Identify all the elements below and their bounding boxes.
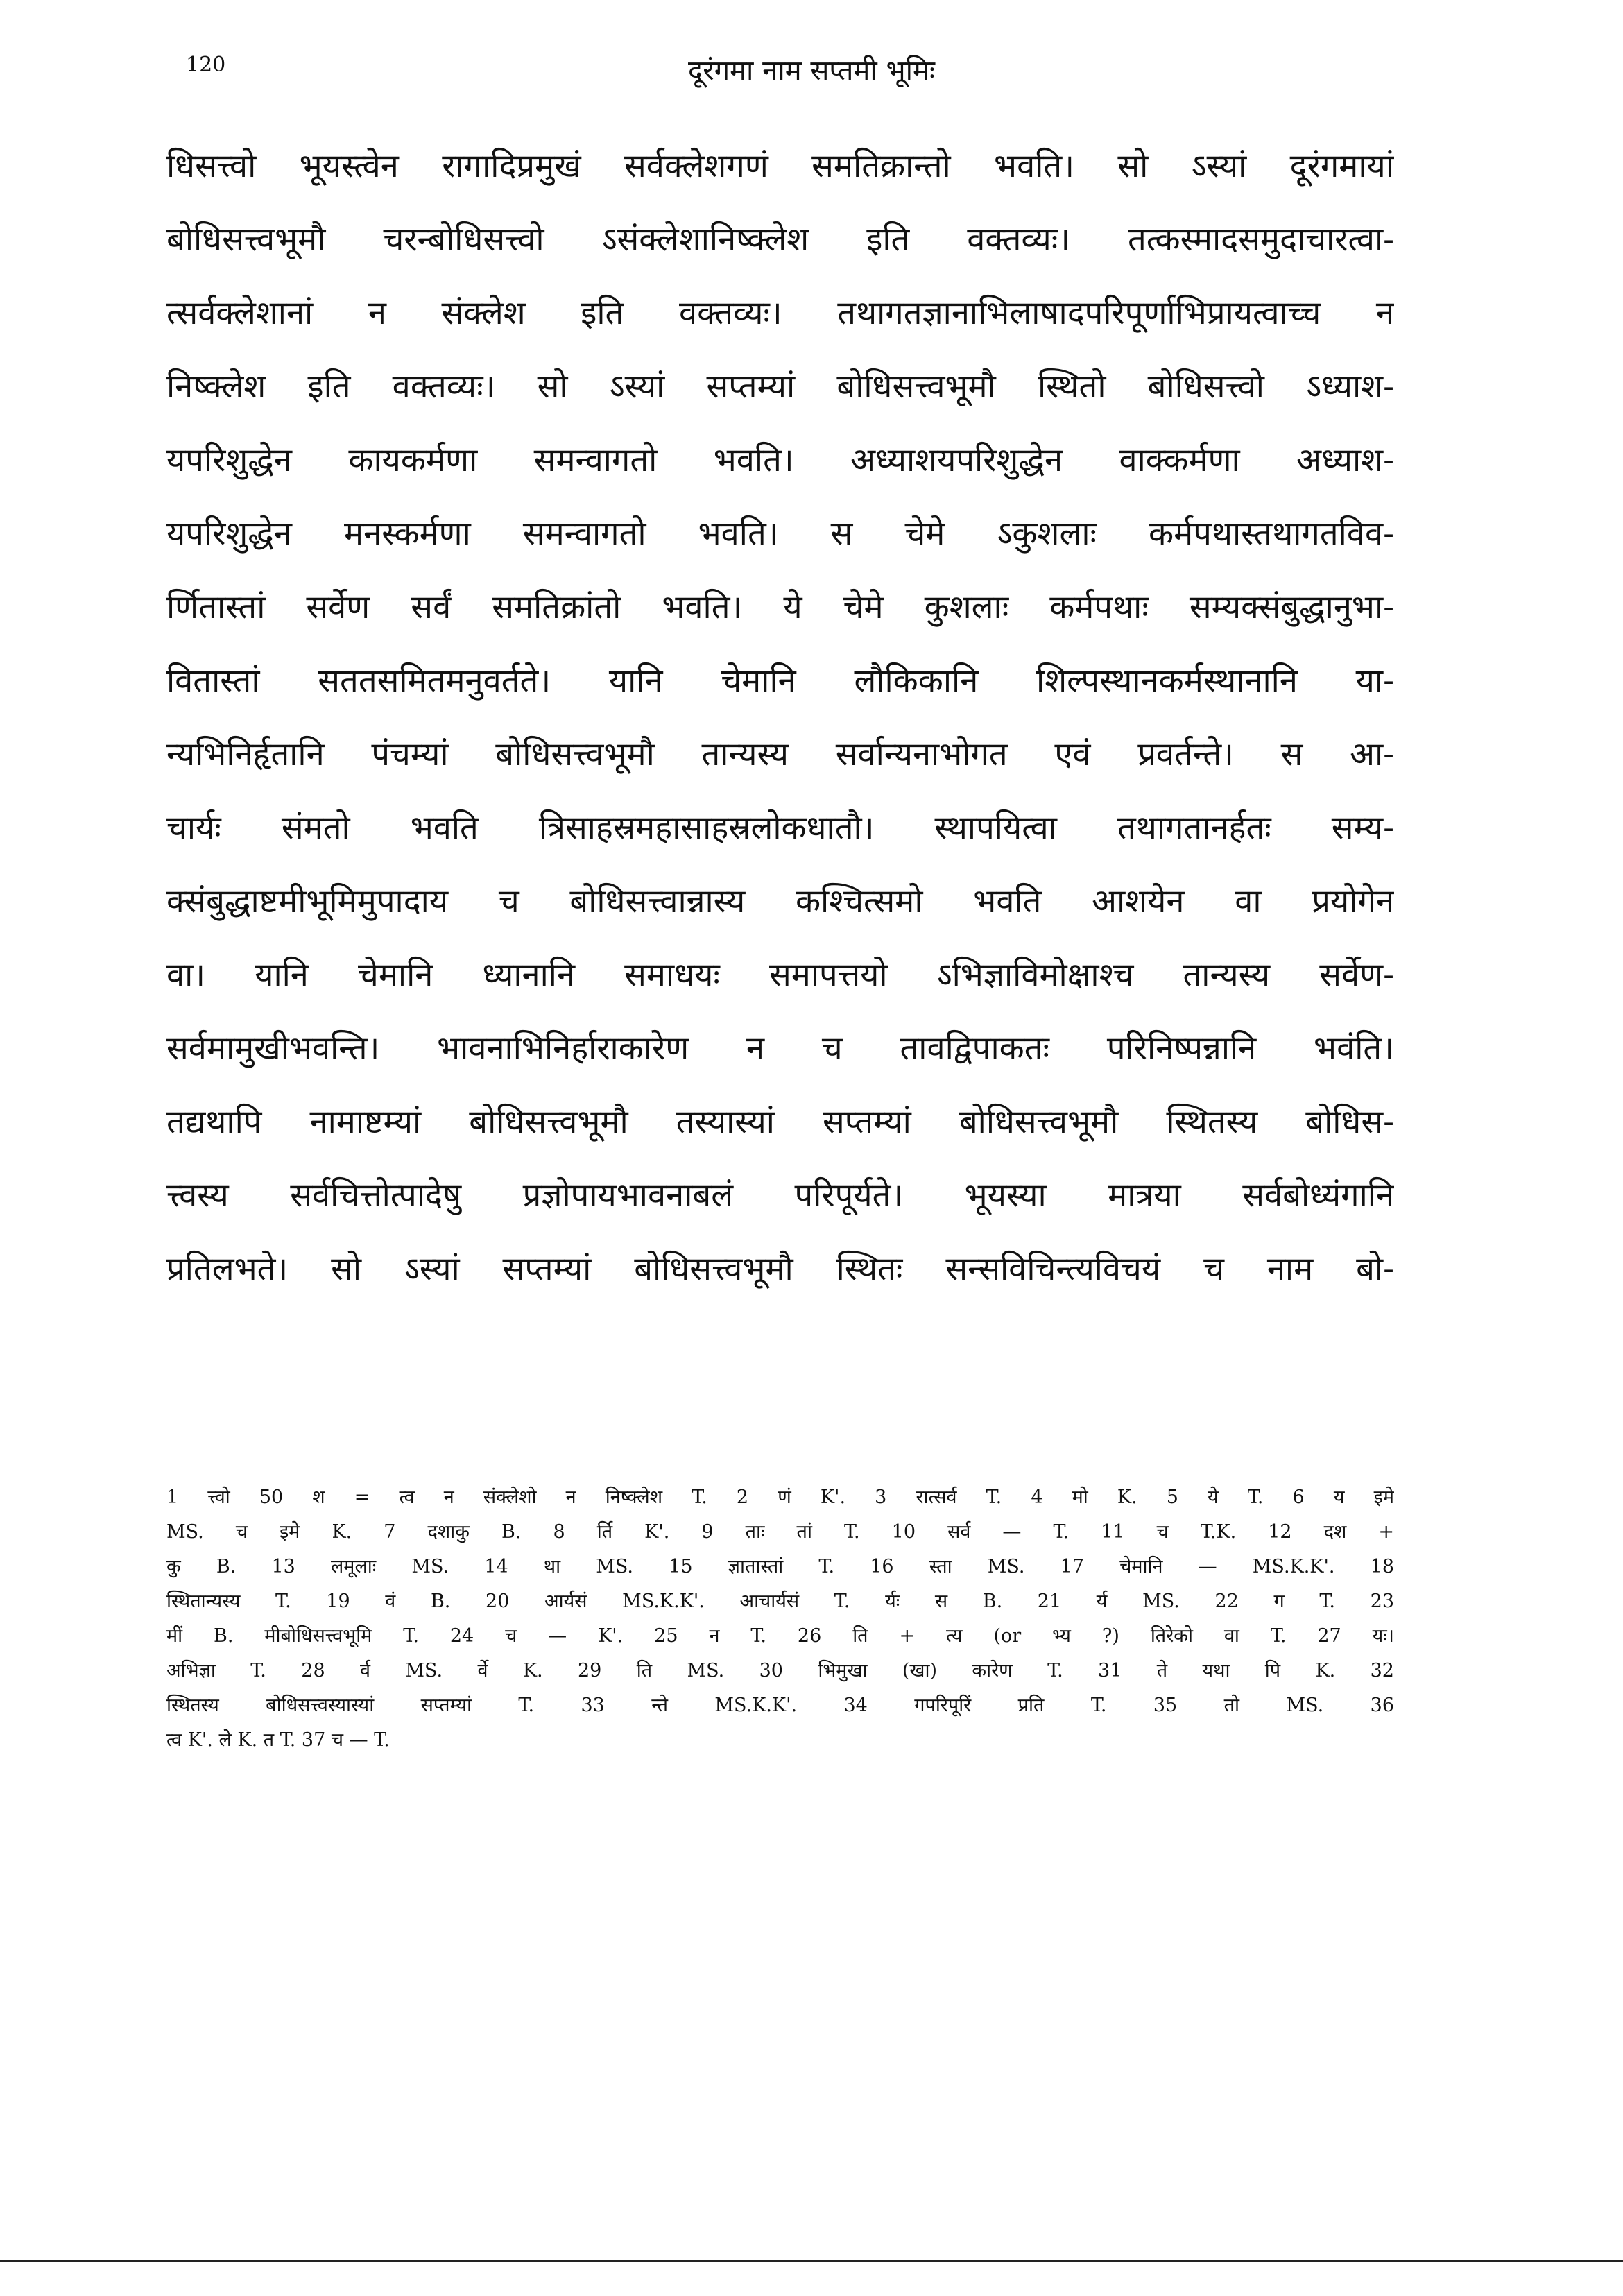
- bottom-rule: [0, 2260, 1623, 2262]
- footnote-line: मीं B. मीबोधिसत्त्वभूमि T. 24 च — K'. 25 न T. 26 ति + त्य (or भ्य ?) तिरेको वा T. 27 यः।: [166, 1625, 1394, 1647]
- body-line: प्रतिलभते। सो ऽस्यां सप्तम्यां बोधिसत्त्वभूमौ स्थितः सन्सविचिन्त्यविचयं च नाम बो-: [166, 1250, 1394, 1288]
- page-number: 120: [186, 53, 226, 77]
- body-line: त्सर्वक्लेशानां न संक्लेश इति वक्तव्यः। तथागतज्ञानाभिलाषादपरिपूर्णाभिप्रायत्वाच्च न: [166, 294, 1394, 332]
- body-line: चार्यः संमतो भवति त्रिसाहस्रमहासाहस्रलोकधातौ। स्थापयित्वा तथागतानर्हतः सम्य-: [166, 809, 1394, 847]
- footnote-line: स्थितान्यस्य T. 19 वं B. 20 आर्यसं MS.K.K'. आचार्यसं T. र्यः स B. 21 र्य MS. 22 ग T. 23: [166, 1591, 1394, 1612]
- body-line: तद्यथापि नामाष्टम्यां बोधिसत्त्वभूमौ तस्यास्यां सप्तम्यां बोधिसत्त्वभूमौ स्थितस्य बोधिस-: [166, 1103, 1394, 1141]
- body-line: त्त्वस्य सर्वचित्तोत्पादेषु प्रज्ञोपायभावनाबलं परिपूर्यते। भूयस्या मात्रया सर्वबोध्यंगानि: [166, 1176, 1394, 1215]
- body-line: न्यभिनिर्हृतानि पंचम्यां बोधिसत्त्वभूमौ तान्यस्य सर्वान्यनाभोगत एवं प्रवर्तन्ते। स आ-: [166, 735, 1394, 773]
- body-line: बोधिसत्त्वभूमौ चरन्बोधिसत्त्वो ऽसंक्लेशानिष्क्लेश इति वक्तव्यः। तत्कस्मादसमुदाचारत्वा-: [166, 221, 1394, 259]
- body-line: वितास्तां सततसमितमनुवर्तते। यानि चेमानि लौकिकानि शिल्पस्थानकर्मस्थानानि या-: [166, 662, 1394, 700]
- body-line: धिसत्त्वो भूयस्त्वेन रागादिप्रमुखं सर्वक्लेशगणं समतिक्रान्तो भवति। सो ऽस्यां दूरंगमायां: [166, 147, 1394, 185]
- body-line: क्संबुद्धाष्टमीभूमिमुपादाय च बोधिसत्त्वान्नास्य कश्चित्समो भवति आशयेन वा प्रयोगेन: [166, 882, 1394, 920]
- body-line: यपरिशुद्धेन मनस्कर्मणा समन्वागतो भवति। स चेमे ऽकुशलाः कर्मपथास्तथागतविव-: [166, 515, 1394, 553]
- body-line: यपरिशुद्धेन कायकर्मणा समन्वागतो भवति। अध्याशयपरिशुद्धेन वाक्कर्मणा अध्याश-: [166, 441, 1394, 479]
- running-head: दूरंगमा नाम सप्तमी भूमिः: [688, 55, 935, 87]
- footnote-line: स्थितस्य बोधिसत्त्वस्यास्यां सप्तम्यां T. 33 न्ते MS.K.K'. 34 गपरिपूरिं प्रति T. 35 तो MS. 36: [166, 1695, 1394, 1716]
- body-line: निष्क्लेश इति वक्तव्यः। सो ऽस्यां सप्तम्यां बोधिसत्त्वभूमौ स्थितो बोधिसत्त्वो ऽध्याश-: [166, 368, 1394, 406]
- footnote-line: कु B. 13 लमूलाः MS. 14 था MS. 15 ज्ञातास्तां T. 16 स्ता MS. 17 चेमानि — MS.K.K'. 18: [166, 1556, 1394, 1577]
- footnote-line: MS. च इमे K. 7 दशाकु B. 8 र्ति K'. 9 ताः तां T. 10 सर्व — T. 11 च T.K. 12 दश +: [166, 1521, 1394, 1543]
- footnote-line: अभिज्ञा T. 28 र्व MS. र्वे K. 29 ति MS. 30 भिमुखा (खा) कारेण T. 31 ते यथा पि K. 32: [166, 1660, 1394, 1681]
- body-line: वा। यानि चेमानि ध्यानानि समाधयः समापत्तयो ऽभिज्ञाविमोक्षाश्च तान्यस्य सर्वेण-: [166, 956, 1394, 994]
- footnote-line: 1 त्त्वो 50 श = त्व न संक्लेशो न निष्क्लेश T. 2 णं K'. 3 रात्सर्व T. 4 मो K. 5 ये T. 6 य इमे: [166, 1487, 1394, 1508]
- footnote-line: त्व K'. ले K. त T. 37 च — T.: [166, 1729, 390, 1751]
- body-line: सर्वमामुखीभवन्ति। भावनाभिनिर्हाराकारेण न च तावद्विपाकतः परिनिष्पन्नानि भवंति।: [166, 1029, 1394, 1068]
- body-line: र्णितास्तां सर्वेण सर्वं समतिक्रांतो भवति। ये चेमे कुशलाः कर्मपथाः सम्यक्संबुद्धानुभा-: [166, 588, 1394, 626]
